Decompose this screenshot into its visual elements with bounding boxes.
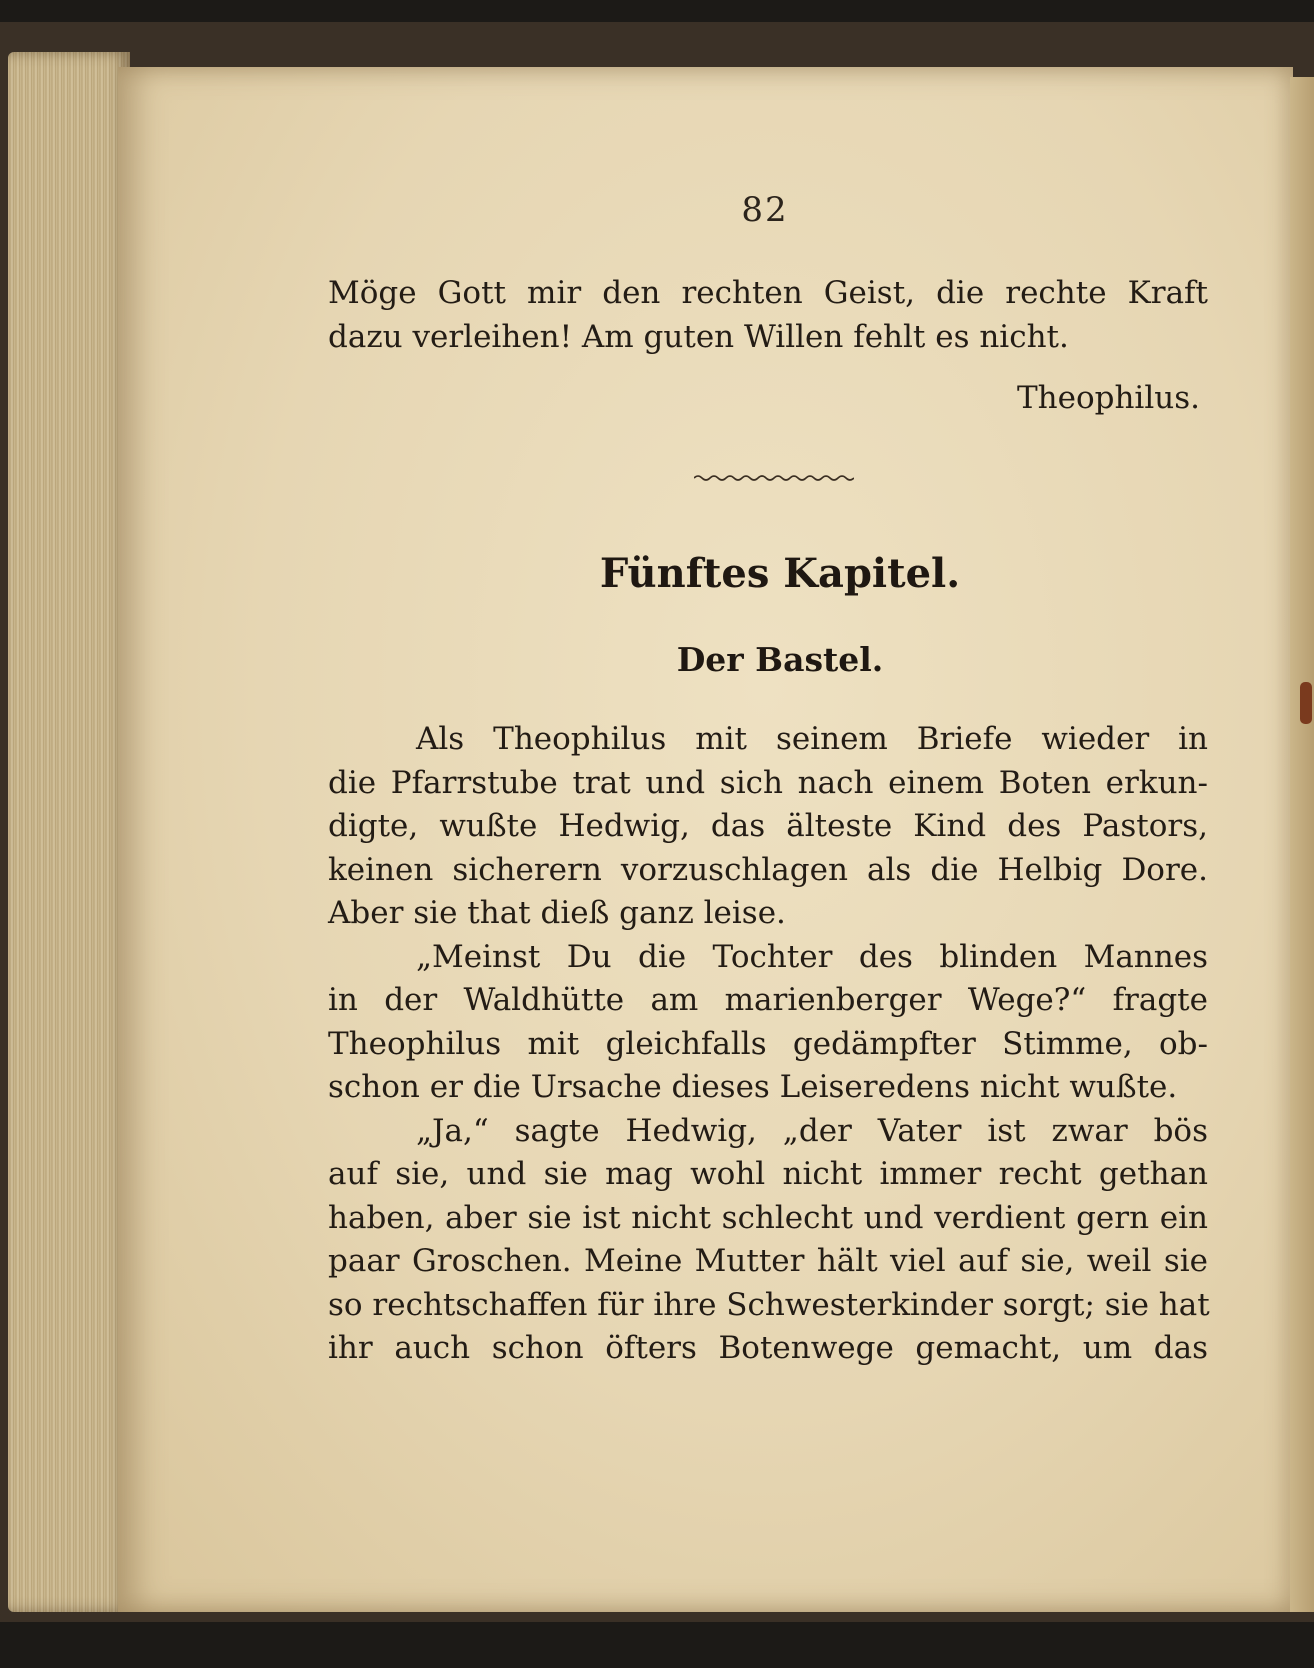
- body-text: [328, 718, 1208, 1371]
- text-line: schon er die Ursache dieses Leiseredens nicht wußte.: [328, 1069, 1178, 1105]
- text-line: haben, aber sie ist nicht schlecht und verdient gern ein: [328, 1199, 1208, 1236]
- text-line: Theophilus mit gleichfalls gedämpfter Stimme, ob-: [328, 1025, 1208, 1062]
- text-line: „Ja,“ sagte Hedwig, „der Vater ist zwar bös: [416, 1112, 1208, 1149]
- intro-paragraph: [328, 272, 1208, 359]
- signature: Theophilus.: [1016, 380, 1200, 416]
- stain-mark: [1300, 682, 1312, 724]
- text-line: auf sie, und sie mag wohl nicht immer recht gethan: [328, 1156, 1208, 1192]
- chapter-subtitle: Der Bastel.: [676, 640, 884, 679]
- chapter-title: Fünftes Kapitel.: [599, 550, 961, 597]
- text-line: die Pfarrstube trat und sich nach einem Boten erkun-: [328, 764, 1208, 801]
- right-page-edge: [1290, 77, 1314, 1612]
- text-line: Aber sie that dieß ganz leise.: [328, 895, 786, 931]
- text-line: „Meinst Du die Tochter des blinden Mannes: [416, 938, 1208, 975]
- text-line: Als Theophilus mit seinem Briefe wieder in: [416, 721, 1208, 757]
- text-line: in der Waldhütte am marienberger Wege?“ fragte: [328, 982, 1208, 1018]
- divider-ornament: [694, 472, 854, 484]
- text-line: paar Groschen. Meine Mutter hält viel auf sie, weil sie: [328, 1243, 1208, 1279]
- page-number: 82: [741, 190, 789, 230]
- text-line: dazu verleihen! Am guten Willen fehlt es nicht.: [328, 318, 1069, 355]
- text-line: digte, wußte Hedwig, das älteste Kind des Pastors,: [328, 808, 1208, 844]
- text-line: Möge Gott mir den rechten Geist, die rechte Kraft: [328, 275, 1208, 311]
- page-edges: [8, 52, 130, 1612]
- text-line: ihr auch schon öfters Botenwege gemacht, um das: [328, 1330, 1208, 1366]
- text-line: keinen sicherern vorzuschlagen als die Helbig Dore.: [328, 851, 1208, 888]
- text-line: so rechtschaffen für ihre Schwesterkinder sorgt; sie hat: [328, 1286, 1210, 1323]
